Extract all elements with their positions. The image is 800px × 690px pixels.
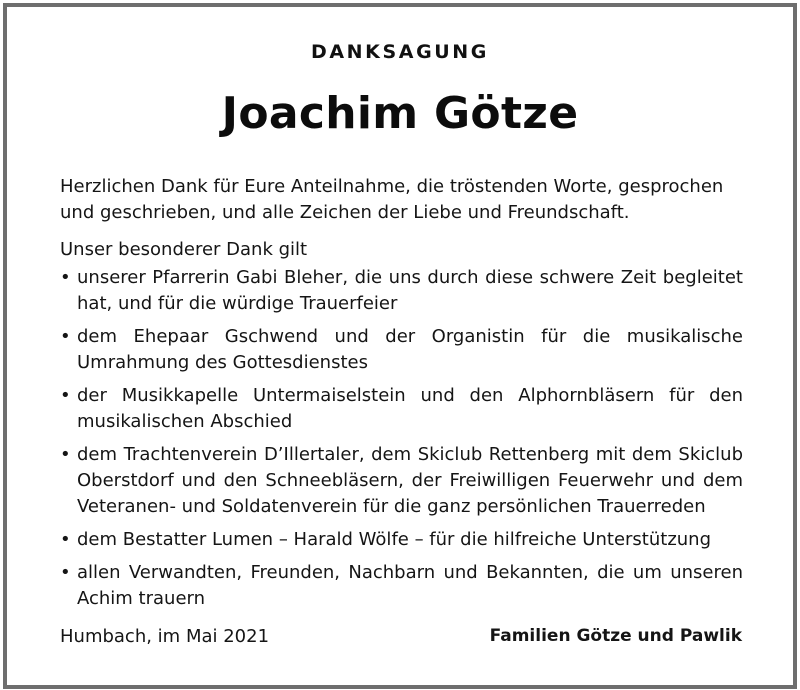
list-item-text: dem Bestatter Lumen – Harald Wölfe – für die hilfreiche Unterstützung — [77, 529, 712, 550]
intro-text: Herzlichen Dank für Eure Anteilnahme, die tröstenden Worte, gesprochen und geschrieben, und alle Zeichen der Liebe und Freundschaft. — [60, 176, 724, 223]
deceased-name: Joachim Götze — [221, 88, 579, 139]
list-item — [60, 324, 743, 376]
bullet-icon: • — [60, 267, 71, 288]
list-item-text: unserer Pfarrerin Gabi Bleher, die uns durch diese schwere Zeit begleitet hat, und für die würdige Trauerfeier — [77, 267, 743, 314]
list-item-text: dem Ehepaar Gschwend und der Organistin für die musikalische Umrahmung des Gottesdienstes — [77, 326, 743, 373]
bullet-icon: • — [60, 444, 71, 465]
list-item-text: der Musikkapelle Untermaiselstein und den Alphornbläsern für den musikalischen Abschied — [77, 385, 743, 432]
notice-body — [60, 174, 743, 619]
list-item-text: allen Verwandten, Freunden, Nachbarn und Bekannten, die um unseren Achim trauern — [77, 562, 743, 609]
thanks-list — [60, 265, 743, 612]
lead-text: Unser besonderer Dank gilt — [60, 239, 308, 260]
notice-heading: DANKSAGUNG — [310, 41, 489, 63]
list-item-text: dem Trachtenverein D’Illertaler, dem Skiclub Rettenberg mit dem Skiclub Oberstdorf und den Schneebläsern, der Freiwilligen Feuerwehr und dem Veteranen- und Soldatenverein für die ganz persönlichen Trauerreden — [77, 444, 743, 517]
list-item — [60, 383, 743, 435]
place-date: Humbach, im Mai 2021 — [60, 626, 270, 647]
list-item — [60, 442, 743, 520]
bullet-icon: • — [60, 385, 71, 406]
list-item — [60, 560, 743, 612]
list-item — [60, 265, 743, 317]
list-item — [60, 527, 743, 553]
bullet-icon: • — [60, 529, 71, 550]
bullet-icon: • — [60, 326, 71, 347]
bullet-icon: • — [60, 562, 71, 583]
signature: Familien Götze und Pawlik — [489, 626, 742, 646]
